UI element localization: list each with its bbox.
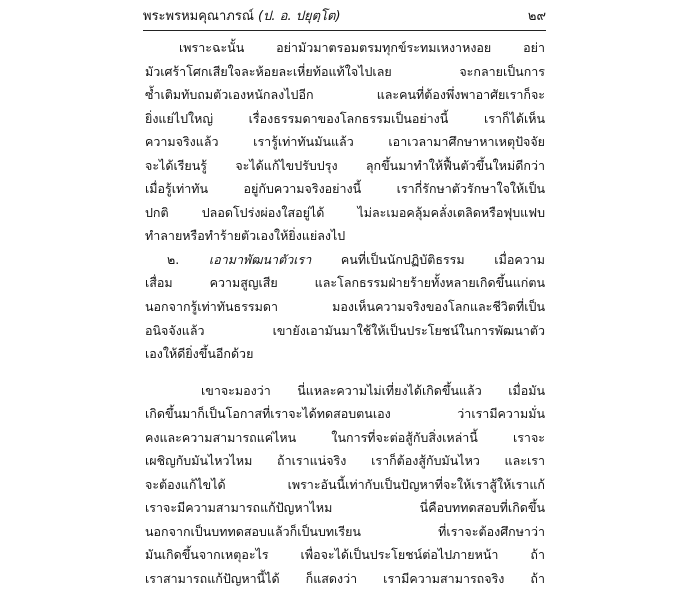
- heading-line-text: คนที่เป็นนักปฏิบัติธรรม เมื่อความ: [340, 251, 545, 267]
- body-text: [145, 36, 545, 591]
- header-title: [143, 7, 341, 27]
- text-line: เผชิญกับมันไหวไหม ถ้าเราแน่จริง เราก็ต้องสู้กับมันไหว และเรา: [145, 453, 545, 469]
- paragraph-1: [145, 36, 545, 248]
- header-rule: [143, 30, 546, 31]
- paragraph-2: [145, 248, 545, 366]
- text-line: ซ้ำเติมทับถมตัวเองหนักลงไปอีก และคนที่ต้องพึ่งพาอาศัยเราก็จะ: [145, 87, 545, 103]
- paragraph-gap: [145, 366, 545, 379]
- text-line: เสื่อม ความสูญเสีย และโลกธรรมฝ่ายร้ายทั้งหลายเกิดขึ้นแก่ตน: [145, 275, 545, 291]
- page-number: ๒๙: [527, 9, 546, 24]
- text-line: จะต้องแก้ไขได้ เพราะอันนี้เท่ากับเป็นปัญหาที่จะให้เราสู้ให้เราแก้: [145, 476, 545, 492]
- text-line: เราสามารถแก้ปัญหานี้ได้ ก็แสดงว่า เรามีความสามารถจริง ถ้า: [145, 571, 545, 587]
- running-header: [143, 7, 546, 31]
- text-line: เมื่อรู้เท่าทัน อยู่กับความจริงอย่างนี้ เรากี่รักษาตัวรักษาใจให้เป็น: [145, 181, 545, 197]
- text-line: เองให้ดียิ่งขึ้นอีกด้วย: [145, 346, 254, 362]
- text-line: อนิจจังแล้ว เขายังเอามันมาใช้ให้เป็นประโยชน์ในการพัฒนาตัว: [145, 322, 545, 338]
- text-line: จะได้เรียนรู้ จะได้แก้ไขปรับปรุง ลุกขึ้นมาทำให้ฟื้นตัวขึ้นใหม่ดีกว่า: [145, 157, 545, 173]
- text-line: มัวเศร้าโศกเสียใจละห้อยละเหี่ยท้อแท้ใจไปเลย จะกลายเป็นการ: [145, 63, 545, 79]
- text-line: เพราะฉะนั้น อย่ามัวมาตรอมตรมทุกข์ระทมเหงาหงอย อย่า: [179, 40, 545, 55]
- text-line: เกิดขึ้นมาก็เป็นโอกาสที่เราจะได้ทดสอบตนเอง ว่าเรามีความมั่น: [145, 406, 545, 422]
- text-line: มันเกิดขึ้นจากเหตุอะไร เพื่อจะได้เป็นประโยชน์ต่อไปภายหน้า ถ้า: [145, 547, 545, 563]
- text-line: ความจริงแล้ว เรารู้เท่าทันมันแล้ว เอาเวลามาศึกษาหาเหตุปัจจัย: [145, 134, 545, 150]
- text-line: คงและความสามารถแค่ไหน ในการที่จะต่อสู้กับสิ่งเหล่านี้ เราจะ: [145, 429, 545, 445]
- header-author-title: (ป. อ. ปยุตฺโต): [258, 9, 341, 24]
- text-line: เราจะมีความสามารถแก้ปัญหาไหม นี่คือบททดสอบที่เกิดขึ้น: [145, 500, 545, 516]
- item-number: ๒.: [167, 251, 180, 267]
- text-line: ยิ่งแย่ไปใหญ่ เรื่องธรรมดาของโลกธรรมเป็นอย่างนี้ เราก็ได้เห็น: [145, 110, 545, 126]
- header-author-name: พระพรหมคุณาภรณ์: [143, 9, 254, 24]
- text-line: นอกจากเป็นบททดสอบแล้วก็เป็นบทเรียน ที่เราจะต้องศึกษาว่า: [145, 523, 545, 539]
- section-heading: เอามาพัฒนาตัวเรา: [208, 251, 312, 267]
- paragraph-3: [145, 379, 545, 591]
- text-line: นอกจากรู้เท่าทันธรรมดา มองเห็นความจริงของโลกและชีวิตที่เป็น: [145, 299, 545, 315]
- numbered-heading-line: [145, 248, 545, 272]
- text-line: ปกติ ปลอดโปร่งผ่องใสอยู่ได้ ไม่ละเมอคลุ้มคลั่งเตลิดหรือฟุบแฟบ: [145, 204, 545, 220]
- text-line: เขาจะมองว่า นี่แหละความไม่เที่ยงได้เกิดขึ้นแล้ว เมื่อมัน: [201, 382, 545, 398]
- text-line: ทำลายหรือทำร้ายตัวเองให้ยิ่งแย่ลงไป: [145, 228, 346, 244]
